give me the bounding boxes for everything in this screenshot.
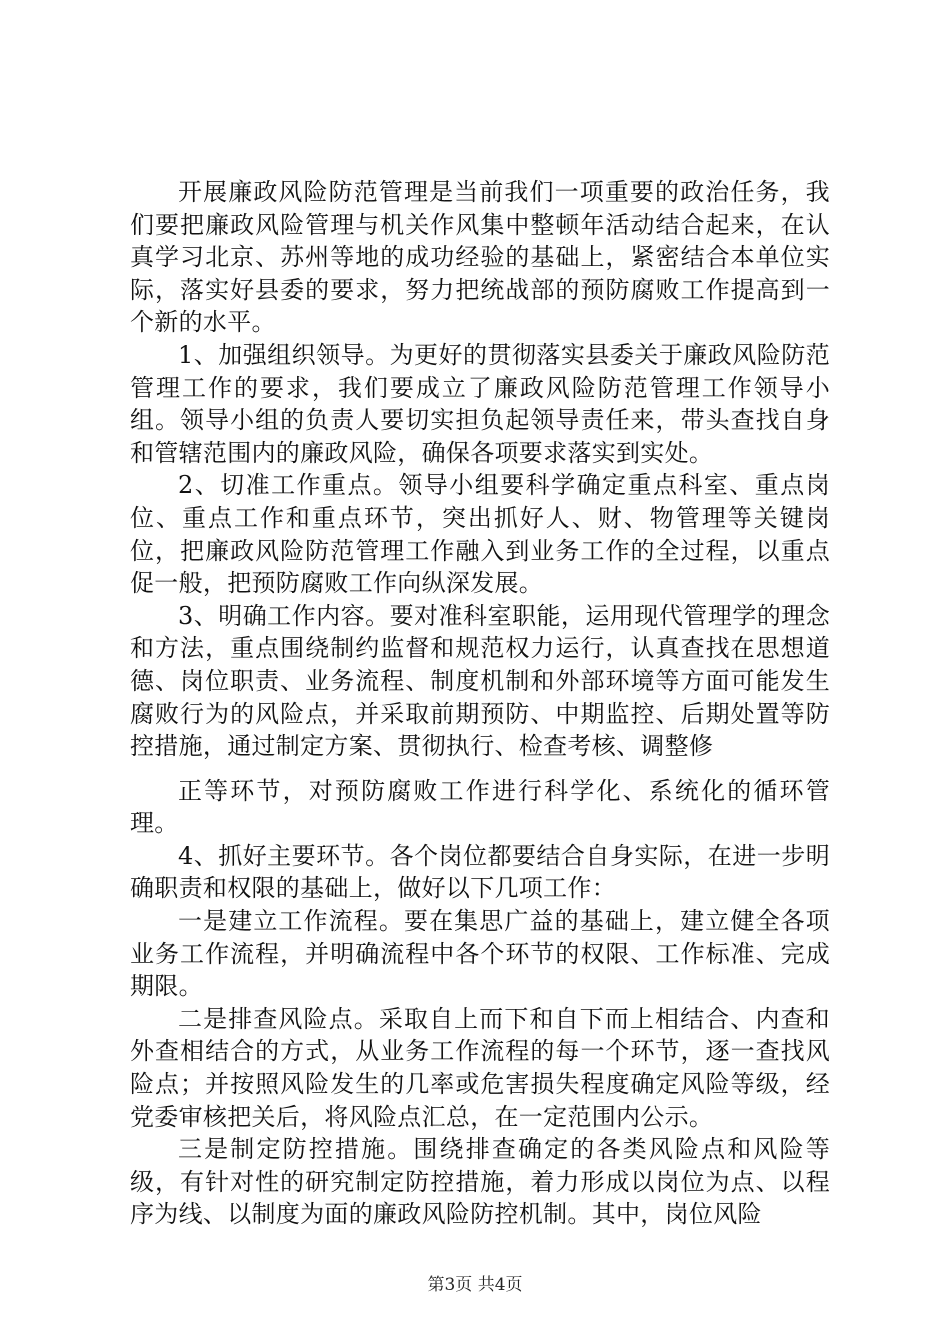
paragraph-item-3-continued: 正等环节，对预防腐败工作进行科学化、系统化的循环管理。: [130, 776, 830, 838]
paragraph-item-1: 1、加强组织领导。为更好的贯彻落实县委关于廉政风险防范管理工作的要求，我们要成立了廉政风险防范管理工作领导小组。领导小组的负责人要切实担负起领导责任来，带头查找自身和管辖范围内的廉政风险，确保各项要求落实到实处。: [130, 340, 830, 467]
paragraph-step-1: 一是建立工作流程。要在集思广益的基础上，建立健全各项业务工作流程，并明确流程中各个环节的权限、工作标准、完成期限。: [130, 907, 830, 1001]
paragraph-intro: 开展廉政风险防范管理是当前我们一项重要的政治任务，我们要把廉政风险管理与机关作风集中整顿年活动结合起来，在认真学习北京、苏州等地的成功经验的基础上，紧密结合本单位实际，落实好县委的要求，努力把统战部的预防腐败工作提高到一个新的水平。: [130, 178, 830, 337]
paragraph-step-3: 三是制定防控措施。围绕排查确定的各类风险点和风险等级，有针对性的研究制定防控措施，着力形成以岗位为点、以程序为线、以制度为面的廉政风险防控机制。其中，岗位风险: [130, 1135, 830, 1229]
document-body: [130, 176, 830, 1231]
paragraph-step-2: 二是排查风险点。采取自上而下和自下而上相结合、内查和外查相结合的方式，从业务工作流程的每一个环节，逐一查找风险点；并按照风险发生的几率或危害损失程度确定风险等级，经党委审核把关后，将风险点汇总，在一定范围内公示。: [130, 1004, 830, 1131]
page-number-footer: 第3页 共4页: [427, 1275, 523, 1295]
paragraph-item-2: 2、切准工作重点。领导小组要科学确定重点科室、重点岗位、重点工作和重点环节，突出抓好人、财、物管理等关键岗位，把廉政风险防范管理工作融入到业务工作的全过程，以重点促一般，把预防腐败工作向纵深发展。: [130, 471, 830, 598]
paragraph-item-4: 4、抓好主要环节。各个岗位都要结合自身实际，在进一步明确职责和权限的基础上，做好以下几项工作：: [130, 841, 830, 903]
paragraph-item-3: 3、明确工作内容。要对准科室职能，运用现代管理学的理念和方法，重点围绕制约监督和规范权力运行，认真查找在思想道德、岗位职责、业务流程、制度机制和外部环境等方面可能发生腐败行为的风险点，并采取前期预防、中期监控、后期处置等防控措施，通过制定方案、贯彻执行、检查考核、调整修: [130, 601, 830, 761]
